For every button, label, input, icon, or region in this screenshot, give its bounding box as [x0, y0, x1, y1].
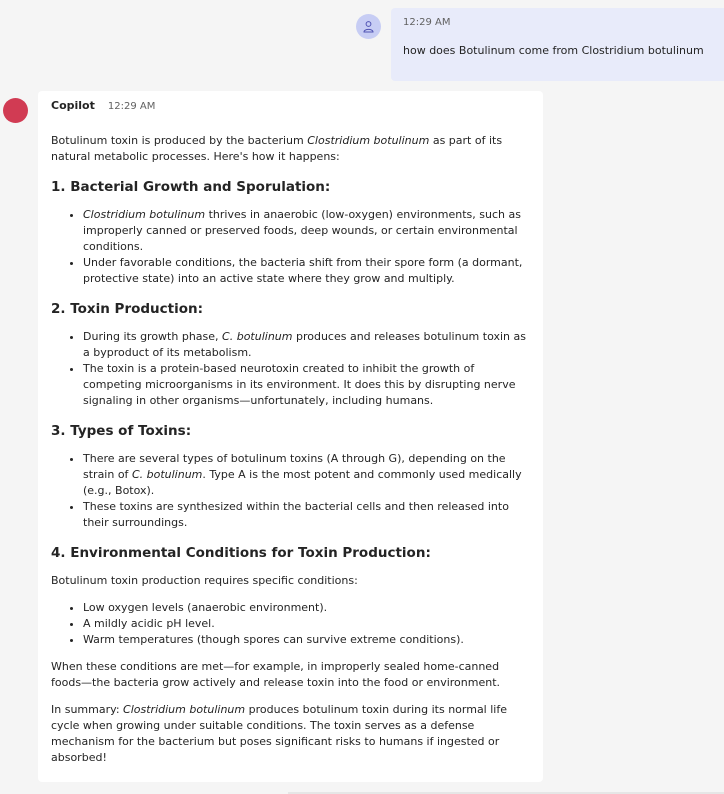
copilot-avatar[interactable]: [3, 98, 28, 123]
list-item: • During its growth phase, C. botulinum produces and releases botulinum toxin as a byproduct of its metabolism.: [83, 329, 530, 361]
conditions-paragraph: When these conditions are met—for example, in improperly sealed home-canned foods—the bacteria grow actively and release toxin into the food or environment.: [51, 660, 501, 689]
conditions-intro: Botulinum toxin production requires specific conditions:: [51, 574, 358, 587]
copilot-name: Copilot: [51, 99, 95, 112]
copilot-message-card: [38, 91, 543, 782]
summary-paragraph: In summary: Clostridium botulinum produces botulinum toxin during its normal life cycle when growing under suitable conditions. The toxin serves as a defense mechanism for the bacterium but poses significant risks to humans if ingested or absorbed!: [51, 703, 507, 764]
list-item: • The toxin is a protein-based neurotoxin created to inhibit the growth of competing microorganisms in its environment. It does this by disrupting nerve signaling in other organisms—unfortunately, including humans.: [83, 361, 530, 409]
copilot-message-body: [51, 133, 530, 766]
intro-paragraph: Botulinum toxin is produced by the bacterium Clostridium botulinum as part of its natural metabolic processes. Here's how it happens:: [51, 134, 503, 163]
list-item: • Under favorable conditions, the bacteria shift from their spore form (a dormant, protective state) into an active state where they grow and multiply.: [83, 255, 530, 287]
toxin-production-list: [51, 329, 530, 409]
list-item: • These toxins are synthesized within the bacterial cells and then released into their surroundings.: [83, 499, 530, 531]
copilot-message-time: 12:29 AM: [107, 101, 156, 112]
section-heading-toxin-types: 3. Types of Toxins:: [51, 423, 192, 439]
user-message-text: how does Botulinum come from Clostridium botulinum: [403, 44, 704, 57]
list-item: • Warm temperatures (though spores can survive extreme conditions).: [83, 632, 530, 648]
section-heading-growth: 1. Bacterial Growth and Sporulation:: [51, 179, 331, 195]
person-icon: [362, 20, 375, 33]
conditions-list: [51, 600, 530, 648]
user-message-bubble: [391, 8, 724, 81]
section-heading-conditions: 4. Environmental Conditions for Toxin Production:: [51, 545, 431, 561]
list-item: • Low oxygen levels (anaerobic environment).: [83, 600, 530, 616]
user-avatar[interactable]: [356, 14, 381, 39]
growth-list: [51, 207, 530, 287]
list-item: • There are several types of botulinum toxins (A through G), depending on the strain of C. botulinum. Type A is the most potent and commonly used medically (e.g., Botox).: [83, 451, 530, 499]
list-item: • Clostridium botulinum thrives in anaerobic (low-oxygen) environments, such as improperly canned or preserved foods, deep wounds, or certain environmental conditions.: [83, 207, 530, 255]
user-message-time: 12:29 AM: [403, 17, 451, 28]
copilot-message-header: [51, 99, 530, 115]
toxin-types-list: [51, 451, 530, 531]
list-item: • A mildly acidic pH level.: [83, 616, 530, 632]
section-heading-toxin-production: 2. Toxin Production:: [51, 301, 204, 317]
